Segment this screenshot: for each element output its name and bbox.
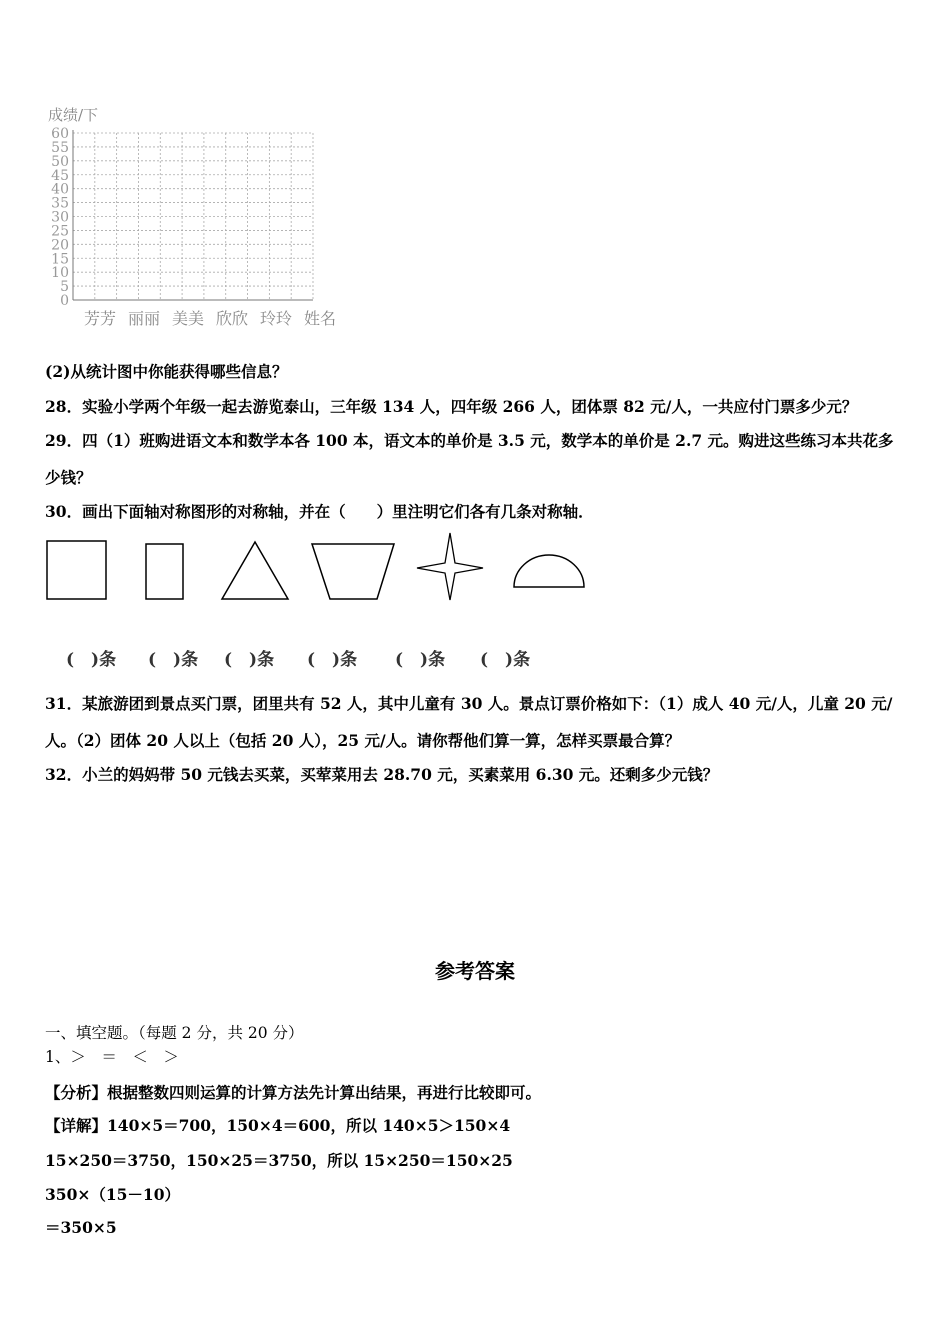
- score-chart-svg: [40, 100, 350, 335]
- x-category-label: 丽丽: [128, 309, 161, 328]
- y-axis-label: 成绩/下: [48, 106, 99, 124]
- question-31-line2: 人。（2）团体 20 人以上（包括 20 人），25 元/人。请你帮他们算一算，怎样买票最合算？: [45, 731, 681, 750]
- question-31-line1: 31．某旅游团到景点买门票，团里共有 52 人，其中儿童有 30 人。景点订票价格如下：（1）成人 40 元/人，儿童 20 元/: [45, 694, 893, 713]
- semicircle-shape: [514, 555, 584, 587]
- y-tick-label: 45: [51, 167, 69, 184]
- y-tick-label: 20: [51, 237, 69, 254]
- y-tick-label: 35: [51, 195, 69, 212]
- answers-title: 参考答案: [435, 959, 515, 983]
- y-tick-label: 0: [60, 293, 69, 309]
- x-category-label: 姓名: [304, 309, 337, 328]
- blank-6: ( )条: [480, 650, 531, 670]
- answers-section: 一、填空题。（每题 2 分，共 20 分）: [45, 1024, 304, 1042]
- square-shape: [47, 541, 106, 599]
- y-tick-label: 55: [51, 139, 69, 156]
- y-tick-label: 50: [51, 153, 69, 170]
- score-chart: [40, 100, 350, 335]
- y-tick-label: 40: [51, 181, 69, 198]
- x-category-label: 芳芳: [84, 309, 117, 328]
- symmetry-shapes: [40, 530, 600, 610]
- y-tick-label: 60: [51, 126, 69, 142]
- y-tick-label: 30: [51, 209, 69, 226]
- star-shape: [417, 533, 483, 600]
- blank-4: ( )条: [307, 650, 358, 670]
- question-27-2: (2)从统计图中你能获得哪些信息？: [45, 362, 288, 381]
- x-category-label: 玲玲: [260, 309, 293, 328]
- blank-5: ( )条: [395, 650, 446, 670]
- y-tick-label: 15: [51, 251, 69, 268]
- blank-3: ( )条: [224, 650, 275, 670]
- answer-line-2: 15×250＝3750，150×25＝3750，所以 15×250＝150×25: [45, 1151, 513, 1170]
- blank-1: ( )条: [66, 650, 117, 670]
- question-28: 28．实验小学两个年级一起去游览泰山，三年级 134 人，四年级 266 人，团体票 82 元/人，一共应付门票多少元？: [45, 397, 858, 416]
- rectangle-shape: [146, 544, 183, 599]
- answer-line-3: 350×（15－10）: [45, 1185, 180, 1204]
- y-tick-label: 5: [60, 279, 69, 296]
- trapezoid-shape: [312, 544, 394, 599]
- question-32: 32．小兰的妈妈带 50 元钱去买菜，买荤菜用去 28.70 元，买素菜用 6.30 元。还剩多少元钱？: [45, 765, 719, 784]
- answer-1: 1、＞ ＝ ＜ ＞: [45, 1048, 179, 1066]
- triangle-shape: [222, 542, 288, 599]
- question-30: 30．画出下面轴对称图形的对称轴，并在（ ）里注明它们各有几条对称轴．: [45, 502, 594, 521]
- answer-analysis: 【分析】根据整数四则运算的计算方法先计算出结果，再进行比较即可。: [45, 1083, 542, 1102]
- question-29-line1: 29．四（1）班购进语文本和数学本各 100 本，语文本的单价是 3.5 元，数学本的单价是 2.7 元。购进这些练习本共花多: [45, 431, 894, 450]
- x-category-label: 美美: [172, 309, 205, 328]
- question-29-line2: 少钱？: [45, 468, 92, 487]
- y-tick-label: 10: [51, 265, 69, 282]
- y-tick-label: 25: [51, 223, 69, 240]
- blank-2: ( )条: [148, 650, 199, 670]
- x-category-label: 欣欣: [216, 309, 249, 328]
- answer-detail: 【详解】140×5＝700，150×4＝600，所以 140×5＞150×4: [45, 1116, 511, 1135]
- answer-line-4: ＝350×5: [45, 1218, 117, 1237]
